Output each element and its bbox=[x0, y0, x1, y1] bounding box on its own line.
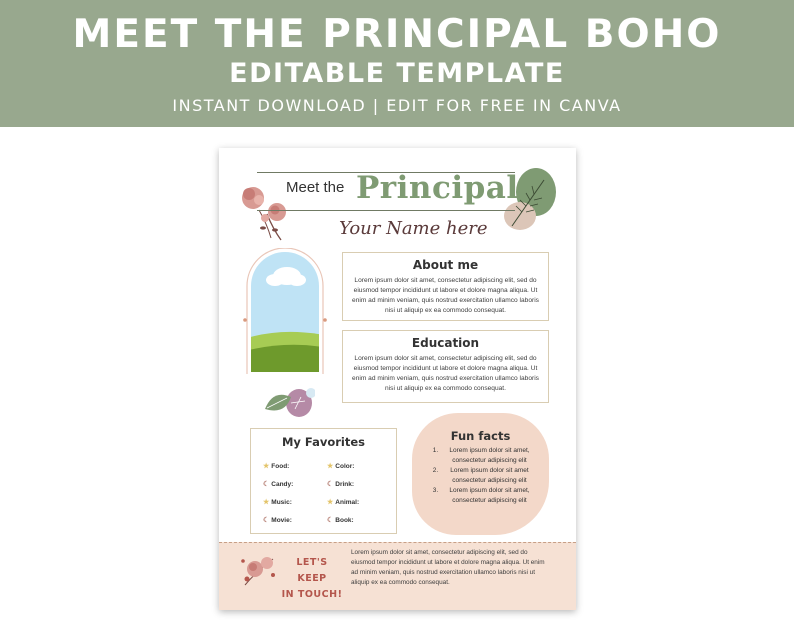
favorites-title: My Favorites bbox=[281, 435, 366, 449]
heading-principal: Principal bbox=[356, 170, 519, 206]
banner-subtitle: EDITABLE TEMPLATE bbox=[229, 58, 565, 89]
star-icon: ★ bbox=[327, 499, 334, 506]
education-title: Education bbox=[411, 336, 480, 350]
title-rule-bottom bbox=[257, 210, 515, 211]
about-me-body: Lorem ipsum dolor sit amet, consectetur adipiscing elit, sed do eiusmod tempor incididunt ut labore et dolore magna aliqua. Ut enim ad minim veniam, quis nostrud exercitation ullamco laboris nisi ut aliquip ex ea commodo consequat. bbox=[352, 277, 539, 314]
list-item: 3. Lorem ipsum dolor sit amet, consectetur adipiscing elit bbox=[440, 486, 539, 506]
moon-icon: ☾ bbox=[327, 517, 334, 524]
banner-title: MEET THE PRINCIPAL BOHO bbox=[72, 12, 722, 57]
star-icon: ★ bbox=[327, 463, 334, 470]
fun-facts-card bbox=[412, 413, 549, 535]
arch-window-image bbox=[241, 248, 329, 374]
star-icon: ★ bbox=[263, 499, 270, 506]
favorite-item: ☾ Drink: bbox=[327, 481, 355, 488]
moon-icon: ☾ bbox=[263, 481, 270, 488]
footer-body: Lorem ipsum dolor sit amet, consectetur adipiscing elit, sed do eiusmod tempor incididunt ut labore et dolore magna aliqua. Ut enim ad minim veniam, quis nostrud exercitation ullamco laboris nisi ut aliquip ex ea commodo consequat. bbox=[351, 549, 545, 586]
list-item: 1. Lorem ipsum dolor sit amet, consectetur adipiscing elit bbox=[440, 446, 539, 466]
favorite-item: ★ Animal: bbox=[327, 499, 360, 506]
promo-banner bbox=[0, 0, 794, 127]
contact-footer bbox=[219, 542, 576, 610]
flower-cluster-icon bbox=[237, 549, 281, 589]
favorite-item: ★ Music: bbox=[263, 499, 292, 506]
moon-icon: ☾ bbox=[263, 517, 270, 524]
moon-icon: ☾ bbox=[327, 481, 334, 488]
education-card bbox=[342, 330, 549, 403]
list-item: 2. Lorem ipsum dolor sit amet consectetur adipiscing elit bbox=[440, 466, 539, 486]
favorite-item: ☾ Candy: bbox=[263, 481, 294, 488]
star-icon: ★ bbox=[263, 463, 270, 470]
favorite-item: ☾ Movie: bbox=[263, 517, 292, 524]
about-me-card bbox=[342, 252, 549, 321]
fun-facts-list bbox=[412, 446, 549, 506]
heading-meet-the: Meet the bbox=[286, 179, 345, 196]
favorites-card bbox=[250, 428, 397, 534]
flower-cluster-icon bbox=[237, 184, 293, 244]
keep-in-touch-heading: LET'S KEEP IN TOUCH! bbox=[281, 557, 343, 600]
principal-name: Your Name here bbox=[339, 218, 488, 239]
education-body: Lorem ipsum dolor sit amet, consectetur adipiscing elit, sed do eiusmod tempor incididunt ut labore et dolore magna aliqua. Ut enim ad minim veniam, quis nostrud exercitation ullamco laboris nisi ut aliquip ex ea commodo consequat. bbox=[352, 355, 539, 392]
about-me-title: About me bbox=[412, 258, 479, 272]
banner-tagline: INSTANT DOWNLOAD | EDIT FOR FREE IN CANVA bbox=[172, 96, 622, 115]
favorite-item: ★ Color: bbox=[327, 463, 355, 470]
template-page bbox=[219, 148, 576, 610]
fun-facts-title: Fun facts bbox=[450, 429, 511, 443]
favorite-item: ★ Food: bbox=[263, 463, 290, 470]
monstera-leaf-icon bbox=[261, 381, 315, 423]
favorite-item: ☾ Book: bbox=[327, 517, 354, 524]
